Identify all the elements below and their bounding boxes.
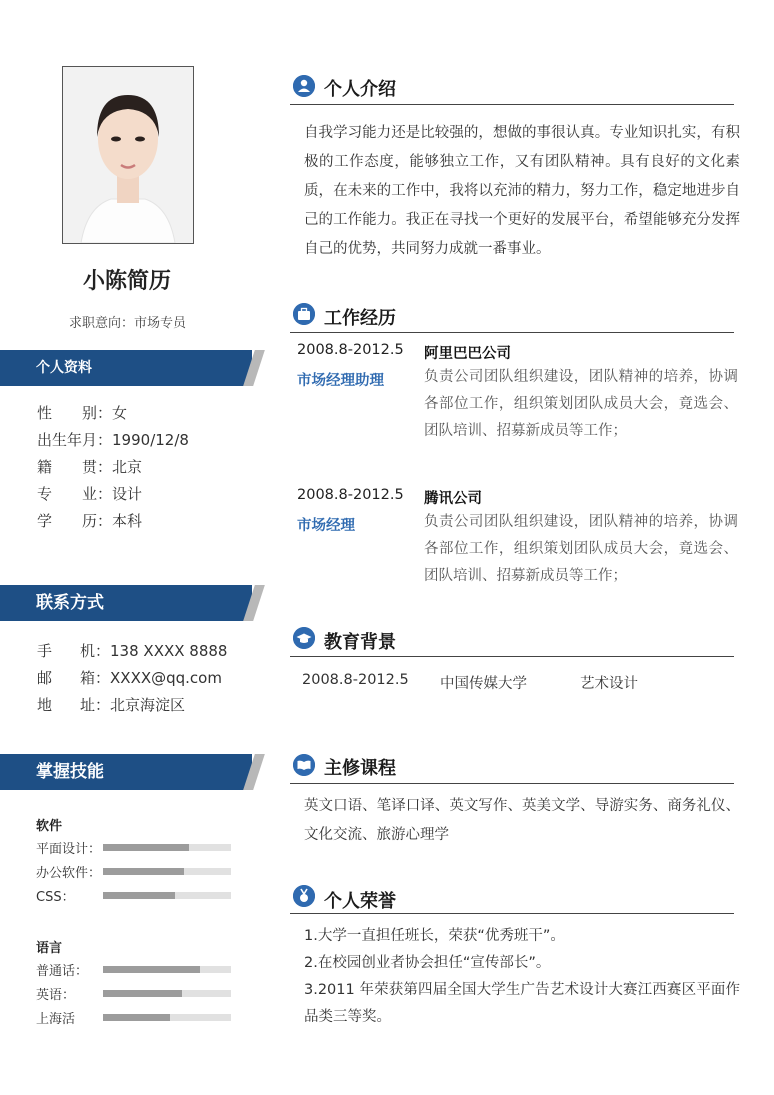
contact-value: 北京海淀区 [110,696,186,714]
skill-bar [103,990,231,997]
work-date: 2008.8-2012.5 [297,487,404,503]
briefcase-icon [293,303,315,325]
skill-label: 上海活 [36,1012,76,1027]
courses-text: 英文口语、笔译口译、英文写作、英美文学、导游实务、商务礼仪、文化交流、旅游心理学 [304,798,740,843]
label-colon: ： [97,404,113,422]
section-divider [290,104,734,105]
contact-label: 手机 [37,642,95,660]
profile-photo [62,66,194,244]
work-role: 市场经理 [297,518,355,534]
personal-info-row [37,402,127,423]
label-colon: ： [97,458,113,476]
section-divider [290,332,734,333]
info-value: 1990/12/8 [112,431,189,449]
skill-bar-fill [103,892,175,899]
work-company: 阿里巴巴公司 [424,346,511,362]
skill-label: CSS： [36,890,75,905]
label-colon: ： [97,512,113,530]
section-bar-contact [0,585,252,621]
person-icon [293,75,315,97]
skill-bar [103,1014,231,1021]
info-label: 籍贯 [37,458,97,476]
section-bar-personal [0,350,252,386]
label-colon: ： [95,669,111,687]
contact-value: XXXX@qq.com [110,669,222,687]
skill-category: 软件 [36,819,63,834]
contact-label: 邮箱 [37,669,95,687]
info-label: 性别 [37,404,97,422]
label-colon: ： [95,696,111,714]
skill-label: 英语： [36,988,76,1003]
work-description: 负责公司团队组织建设，团队精神的培养，协调各部位工作，组织策划团队成员大会，竟选会、团队培训、招募新成员等工作； [424,514,738,584]
skill-label: 平面设计： [36,842,102,857]
resume-name: 小陈简历 [82,269,171,294]
contact-row [37,640,227,661]
skill-category: 语言 [36,941,63,956]
skill-bar-fill [103,966,200,973]
skill-bar-fill [103,844,189,851]
personal-info-row [37,456,142,477]
skill-bar [103,966,231,973]
education-date: 2008.8-2012.5 [302,672,409,688]
honor-item: 2.在校园创业者协会担任“宣传部长”。 [304,955,551,971]
book-icon [293,754,315,776]
honor-item: 1.大学一直担任班长，荣获“优秀班干”。 [304,928,565,944]
intro-text: 自我学习能力还是比较强的，想做的事很认真。专业知识扎实，有积极的工作态度，能够独立工作，又有团队精神。具有良好的文化素质，在未来的工作中，我将以充沛的精力，努力工作，稳定地进步自己的工作能力。我正在寻找一个更好的发展平台，希望能够充分发挥自己的优势，共同努力成就一番事业。 [304,125,740,257]
honor-item: 3.2011 年荣获第四届全国大学生广告艺术设计大赛江西赛区平面作品类三等奖。 [304,982,740,1025]
medal-icon [293,885,315,907]
label-colon: ： [97,485,113,503]
section-title-courses: 主修课程 [324,758,396,779]
personal-info-row [37,429,189,450]
skill-bar-fill [103,868,184,875]
skill-bar [103,868,231,875]
work-date: 2008.8-2012.5 [297,342,404,358]
section-title-intro: 个人介绍 [324,79,396,100]
work-description: 负责公司团队组织建设，团队精神的培养，协调各部位工作，组织策划团队成员大会，竟选会、团队培训、招募新成员等工作； [424,369,738,439]
section-bar-skills-title: 掌握技能 [36,762,104,782]
education-school: 中国传媒大学 [440,676,527,692]
contact-row [37,694,185,715]
skill-bar [103,892,231,899]
info-value: 设计 [112,485,143,503]
contact-label: 地址 [37,696,95,714]
section-title-honors: 个人荣誉 [324,891,396,912]
info-value: 女 [112,404,128,422]
skill-label: 普通话： [36,964,89,979]
section-bar-skills [0,754,252,790]
education-major: 艺术设计 [580,676,638,692]
label-colon: ： [97,431,113,449]
section-divider [290,913,734,914]
skill-bar [103,844,231,851]
section-divider [290,783,734,784]
work-role: 市场经理助理 [297,373,384,389]
graduation-cap-icon [293,627,315,649]
personal-info-row [37,483,142,504]
personal-info-row [37,510,142,531]
skill-bar-fill [103,1014,170,1021]
section-bar-contact-title: 联系方式 [36,593,104,613]
portrait-image [63,67,193,243]
info-label: 出生年月 [37,431,98,449]
job-intent: 求职意向：市场专员 [68,316,186,331]
section-title-education: 教育背景 [324,632,396,653]
label-colon: ： [95,642,111,660]
section-bar-personal-title: 个人资料 [36,360,92,376]
info-value: 本科 [112,512,143,530]
work-company: 腾讯公司 [424,491,482,507]
skill-label: 办公软件： [36,866,102,881]
section-divider [290,656,734,657]
info-label: 专业 [37,485,97,503]
contact-value: 138 XXXX 8888 [110,642,228,660]
contact-row [37,667,222,688]
info-value: 北京 [112,458,143,476]
section-title-work: 工作经历 [324,308,396,329]
skill-bar-fill [103,990,182,997]
info-label: 学历 [37,512,97,530]
